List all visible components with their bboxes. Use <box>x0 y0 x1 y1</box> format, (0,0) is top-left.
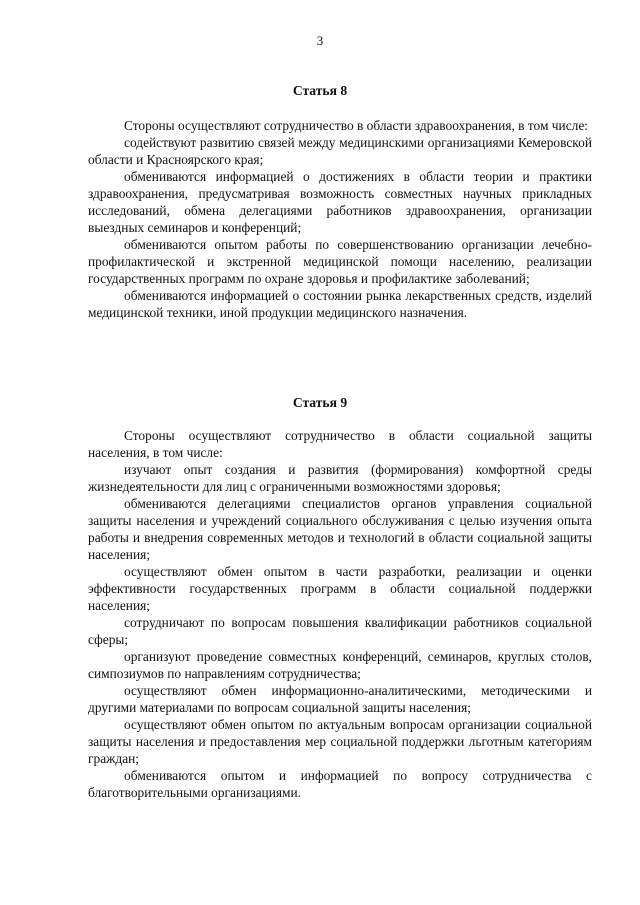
page-number: 3 <box>316 33 324 48</box>
article-9-title: Статья 9 <box>292 395 348 410</box>
article-8-paragraph: обмениваются информацией о состоянии рынка лекарственных средств, изделий медицинской техники, иной продукции медицинского назначения. <box>88 288 592 320</box>
article-8-paragraph: содействуют развитию связей между медицинскими организациями Кемеровской области и Красноярского края; <box>88 135 592 167</box>
article-8-title: Статья 8 <box>292 83 348 98</box>
article-9-paragraph: осуществляют обмен информационно-аналитическими, методическими и другими материалами по вопросам социальной защиты населения; <box>88 683 592 715</box>
article-9-body <box>88 427 592 801</box>
article-9-paragraph: обмениваются делегациями специалистов органов управления социальной защиты населения и учреждений социального обслуживания с целью изучения опыта работы и внедрения современных методов и технологий в области социальной защиты населения; <box>88 496 592 562</box>
article-9-paragraph: обмениваются опытом и информацией по вопросу сотрудничества с благотворительными организациями. <box>88 768 592 800</box>
article-9-paragraph: изучают опыт создания и развития (формирования) комфортной среды жизнедеятельности для лиц с ограниченными возможностями здоровья; <box>88 462 592 494</box>
article-9-paragraph: организуют проведение совместных конференций, семинаров, круглых столов, симпозиумов по направлениям сотрудничества; <box>88 649 592 681</box>
article-9-paragraph: осуществляют обмен опытом в части разработки, реализации и оценки эффективности государственных программ в области социальной поддержки населения; <box>88 564 592 613</box>
article-8-paragraph: Стороны осуществляют сотрудничество в области здравоохранения, в том числе: <box>124 118 588 133</box>
article-8-body <box>88 117 592 321</box>
article-8-paragraph: обмениваются опытом работы по совершенствованию организации лечебно-профилактической и экстренной медицинской помощи населению, реализации государственных программ по охране здоровья и профилактике заболеваний; <box>88 237 592 286</box>
article-9-paragraph: сотрудничают по вопросам повышения квалификации работников социальной сферы; <box>88 615 592 647</box>
article-9-paragraph: Стороны осуществляют сотрудничество в области социальной защиты населения, в том числе: <box>88 428 592 460</box>
article-8-paragraph: обмениваются информацией о достижениях в области теории и практики здравоохранения, предусматривая возможность совместных научных прикладных исследований, обмена делегациями работников здравоохранения, организации выездных семинаров и конференций; <box>88 169 592 235</box>
article-9-paragraph: осуществляют обмен опытом по актуальным вопросам организации социальной защиты населения и предоставления мер социальной поддержки льготным категориям граждан; <box>88 717 592 766</box>
